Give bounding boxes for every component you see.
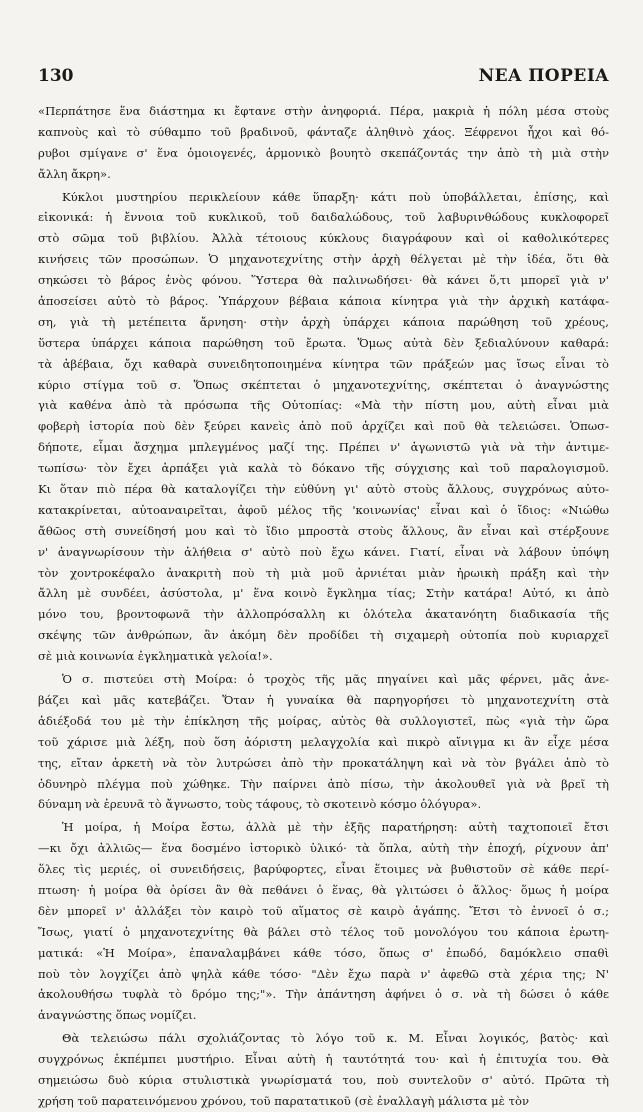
running-head: ΝΕΑ ΠΟΡΕΙΑ bbox=[478, 66, 609, 86]
text-line: ἄλλη μὲ συνδέει, ἀσύστολα, μ' ἕνα κοινὸ ἔγκλημα τίας; Στὴν κατάρα! Αὐτό, κι ἀπὸ bbox=[38, 586, 609, 601]
page-header bbox=[38, 66, 609, 90]
text-line: ἀδιέξοδά του μὲ τὴν ἐπίκληση τῆς μοίρας, αὐτὸς θὰ συλλογιστεῖ, πὼς «γιὰ τὴν ὥρα bbox=[38, 713, 609, 728]
paragraph bbox=[38, 187, 609, 667]
text-line: Ἡ μοίρα, ἡ Μοίρα ἔστω, ἀλλὰ μὲ τὴν ἑξῆς παρατήρηση: αὐτὴ ταχτοποιεῖ ἔτσι bbox=[62, 820, 609, 835]
text-line: σὲ μιὰ κοινωνία ἐγκληματικὰ γελοία!». bbox=[38, 649, 273, 664]
text-line: ἀποσείσει αὐτὸ τὸ βάρος. Ὑπάρχουν βέβαια κάποια κίνητρα γιὰ τὴν ἀρχικὴ κατάφα- bbox=[38, 294, 609, 309]
page-number: 130 bbox=[38, 66, 74, 86]
text-line: χρήση τοῦ παρατεινόμενου χρόνου, τοῦ παρατατικοῦ (σὲ ἐναλλαγὴ μάλιστα μὲ τὸν bbox=[38, 1093, 530, 1108]
text-line: γιὰ καθένα ἀπὸ τὰ πρόσωπα τῆς Οὐτοπίας: «Μὰ τὴν πίστη μου, αὐτὴ εἶναι μιὰ bbox=[38, 398, 609, 413]
text-line: συγχρόνως ἐκπέμπει μυστήριο. Εἶναι αὐτὴ ἡ ταυτότητά του· καὶ ἡ ἐπιτυχία του. Θὰ bbox=[38, 1052, 609, 1067]
text-line: της, εἴταν ἀρκετὴ νὰ τὸν λυτρώσει ἀπὸ τὴν προκατάληψη καὶ νὰ τὸν βγάλει ἀπὸ τὸ bbox=[38, 755, 609, 770]
text-line: πτωση· ἡ μοίρα θὰ ὁρίσει ἂν θὰ πεθάνει ὁ ἕνας, θὰ γλιτώσει ὁ ἄλλος· ὅμως ἡ μοίρα bbox=[38, 882, 609, 897]
text-line: τὸν χοντροκέφαλο ἀνακριτὴ ποὺ τὴ μιὰ μοῦ ἀρνιέται μιὰν ἠρωικὴ πράξη καὶ τὴν bbox=[38, 565, 609, 580]
text-line: ματικά: «Ἡ Μοίρα», ἐπαναλαμβάνει κάθε τόσο, ὅπως σ' ἐπωδό, δαμόκλειο σπαθὶ bbox=[38, 945, 609, 960]
text-line: ὕστερα ὑπάρχει κάποια παρώθηση τοῦ ἔρωτα. Ὅμως αὐτὰ δὲν ξεδιαλύνουν καθαρά: bbox=[38, 335, 609, 350]
text-line: κατακρίνεται, αὐτοαναιρεῖται, ἀφοῦ μέλος τῆς 'κοινωνίας' εἶναι καὶ ὁ ἴδιος: «Νιώθω bbox=[38, 502, 609, 517]
text-line: τὰ ἀβέβαια, ὄχι καθαρὰ συνειδητοποιημένα κίνητρα τῶν πράξεών μας ἴσως εἶναι τὸ bbox=[38, 356, 609, 371]
text-line: μόνο του, βροντοφωνᾶ τὴν ἀλλοπρόσαλλη κι ὁλότελα ἀκατανόητη διαδικασία τῆς bbox=[38, 607, 609, 622]
text-line: ἀναγνώστης ὅπως νομίζει. bbox=[38, 1008, 197, 1023]
text-line: Ὁ σ. πιστεύει στὴ Μοίρα: ὁ τροχὸς τῆς μᾶς πηγαίνει καὶ μᾶς φέρνει, μᾶς ἀνε- bbox=[62, 672, 609, 687]
text-line: ἀκολουθήσω τυφλὰ τὸ δρόμο της;"». Τὴν ἀπάντηση ἀφήνει ὁ σ. νὰ τὴ δώσει ὁ κάθε bbox=[38, 987, 609, 1002]
text-line: στὸ σῶμα τοῦ βιβλίου. Ἀλλὰ τέτοιους κύκλους διαγράφουν καὶ οἱ καθολικότερες bbox=[38, 231, 609, 246]
text-line: ὅλες τὶς μεριές, οἱ συνειδήσεις, βαρύφορτες, εἶναι ἕτοιμες νὰ βυθιστοῦν σὲ κάθε περί- bbox=[38, 862, 609, 877]
text-line: Ἴσως, γιατί ὁ μηχανοτεχνίτης θὰ βάλει στὸ τέλος τοῦ μονολόγου του κάποια ἐρωτη- bbox=[38, 924, 609, 939]
text-line: ὀδυνηρὸ πλέγμα ποὺ χώθηκε. Τὴν παίρνει ἀπὸ πίσω, τὴν ἀκολουθεῖ γιὰ νὰ βρεῖ τὴ bbox=[38, 776, 609, 791]
text-line: τοῦ χάρισε μιὰ λέξη, ποὺ ὅση ἀόριστη μελαγχολία καὶ πικρὸ αἴνιγμα κι ἂν εἶχε μέσα bbox=[38, 734, 609, 749]
text-line: φοβερὴ ἱστορία ποὺ δὲν ξεύρει κανεὶς ἀπὸ ποῦ ἀρχίζει καὶ ποῦ θὰ τελειώσει. Ὁπωσ- bbox=[38, 419, 609, 434]
text-line: Κι ὅταν πιὸ πέρα θὰ καταλογίζει τὴν εὐθύνη γι' αὐτὸ στοὺς ἄλλους, συγχρόνως αὐτο- bbox=[38, 482, 609, 497]
text-line: δύναμη νὰ ἐρευνᾶ τὸ ἄγνωστο, τοὺς τάφους, τὸ σκοτεινὸ κόσμο ὁλόγυρα». bbox=[38, 797, 482, 812]
text-line: δήποτε, εἶμαι ἄσχημα μπλεγμένος μαζί της. Πρέπει ν' ἀγωνιστῶ γιὰ νὰ τὴν ἀντιμε- bbox=[38, 440, 609, 455]
text-line: ση, γιὰ τὴ μετέπειτα ἄρνηση· στὴν ἀρχὴ ὑπάρχει κάποια παρώθηση τοῦ χρέους, bbox=[38, 314, 609, 329]
paragraph bbox=[38, 817, 609, 1026]
paragraph bbox=[38, 101, 609, 185]
text-line: ποὺ τὸν λογχίζει ἀπὸ ψηλὰ κάθε τόσο· "Δὲν ἔχω παρὰ ν' ἀφεθῶ στὰ χέρια της; Ν' bbox=[38, 966, 609, 981]
text-line: Θὰ τελειώσω πάλι σχολιάζοντας τὸ λόγο τοῦ κ. Μ. Εἶναι λογικός, βατὸς· καὶ bbox=[62, 1031, 609, 1046]
text-line: ἄλλη ἄκρη». bbox=[38, 166, 111, 181]
text-line: δὲν μπορεῖ ν' ἀλλάξει τὸν καιρὸ τοῦ αἵματος σὲ καιρὸ ἀγάπης. Ἔτσι τὸ ἐννοεῖ ὁ σ.; bbox=[38, 903, 609, 918]
text-line: Κύκλοι μυστηρίου περικλείουν κάθε ὕπαρξη· κάτι ποὺ ὑποβάλλεται, ἐπίσης, καὶ bbox=[62, 189, 609, 204]
text-line: κινήσεις τῶν προσώπων. Ὁ μηχανοτεχνίτης στὴν ἀρχὴ θέλγεται μὲ τὴν ἰδέα, ὅτι θὰ bbox=[38, 252, 609, 267]
text-line: —κι ὄχι ἀλλιῶς— ἕνα δοσμένο ἱστορικὸ ὑλικό· τὰ ὅπλα, αὐτὴ τὴν ἐποχή, ρίχνουν ἀπ' bbox=[38, 841, 609, 856]
paragraph bbox=[38, 669, 609, 815]
text-line: σημειώσω δυὸ κύρια στυλιστικὰ γνωρίσματά του, ποὺ συντελοῦν σ' αὐτό. Πρῶτα τὴ bbox=[38, 1072, 609, 1087]
paragraph bbox=[38, 1028, 609, 1112]
text-line: εἰκονικά: ἡ ἔννοια τοῦ κυκλικοῦ, τοῦ δαιδαλώδους, τοῦ λαβυρινθώδους κυκλοφορεῖ bbox=[38, 210, 609, 225]
text-line: βάζει καὶ μᾶς κατεβάζει. Ὅταν ἡ γυναίκα θὰ παρηγορήσει τὸ μηχανοτεχνίτη στὰ bbox=[38, 692, 609, 707]
text-line: σκέψης τῶν ἀνθρώπων, ἂν ἀκόμη δὲν προδίδει τὴ σιχαμερὴ οὐτοπία ποὺ κυριαρχεῖ bbox=[38, 628, 609, 643]
text-line: τωπίσω· τὸν ἔχει ἁρπάξει γιὰ καλὰ τὸ δόκανο τῆς σύγχισης καὶ τοῦ παραλογισμοῦ. bbox=[38, 461, 609, 476]
text-line: κύριο στίγμα τοῦ σ. Ὅπως σκέπτεται ὁ μηχανοτεχνίτης, σκέπτεται ὁ ἀναγνώστης bbox=[38, 377, 609, 392]
text-line: καπνοὺς καὶ τὸ σύθαμπο τοῦ βραδινοῦ, φάνταζε ἀληθινὸ χάος. Ξέφρενοι ἦχοι καὶ θό- bbox=[38, 124, 609, 139]
text-line: ν' ἀναγνωρίσουν τὴν ἀλήθεια σ' αὐτὸ ποὺ ἔχω κάνει. Γιατί, εἶναι νὰ λάβουν ὑπόψη bbox=[38, 544, 609, 559]
text-line: «Περπάτησε ἕνα διάστημα κι ἔφτανε στὴν ἀνηφοριά. Πέρα, μακριὰ ἡ πόλη μέσα στοὺς bbox=[38, 104, 609, 118]
text-line: σηκώσει τὸ βάρος ἑνὸς φόνου. Ὕστερα θὰ παλινωδήσει· θὰ κάνει ὅ,τι μπορεῖ γιὰ ν' bbox=[38, 273, 609, 288]
text-line: ἄθῶος στὴ συνείδησή μου καὶ τὸ ἴδιο μπροστὰ στοὺς ἄλλους, ἂν εἶναι καὶ στέρξουνε bbox=[38, 523, 609, 538]
text-line: ρυβοι σμίγανε σ' ἕνα ὁμοιογενές, ἁρμονικὸ βουητὸ σκεπάζοντάς την ἀπὸ τὴ μιὰ στὴν bbox=[38, 145, 609, 160]
body-text bbox=[38, 101, 609, 1112]
